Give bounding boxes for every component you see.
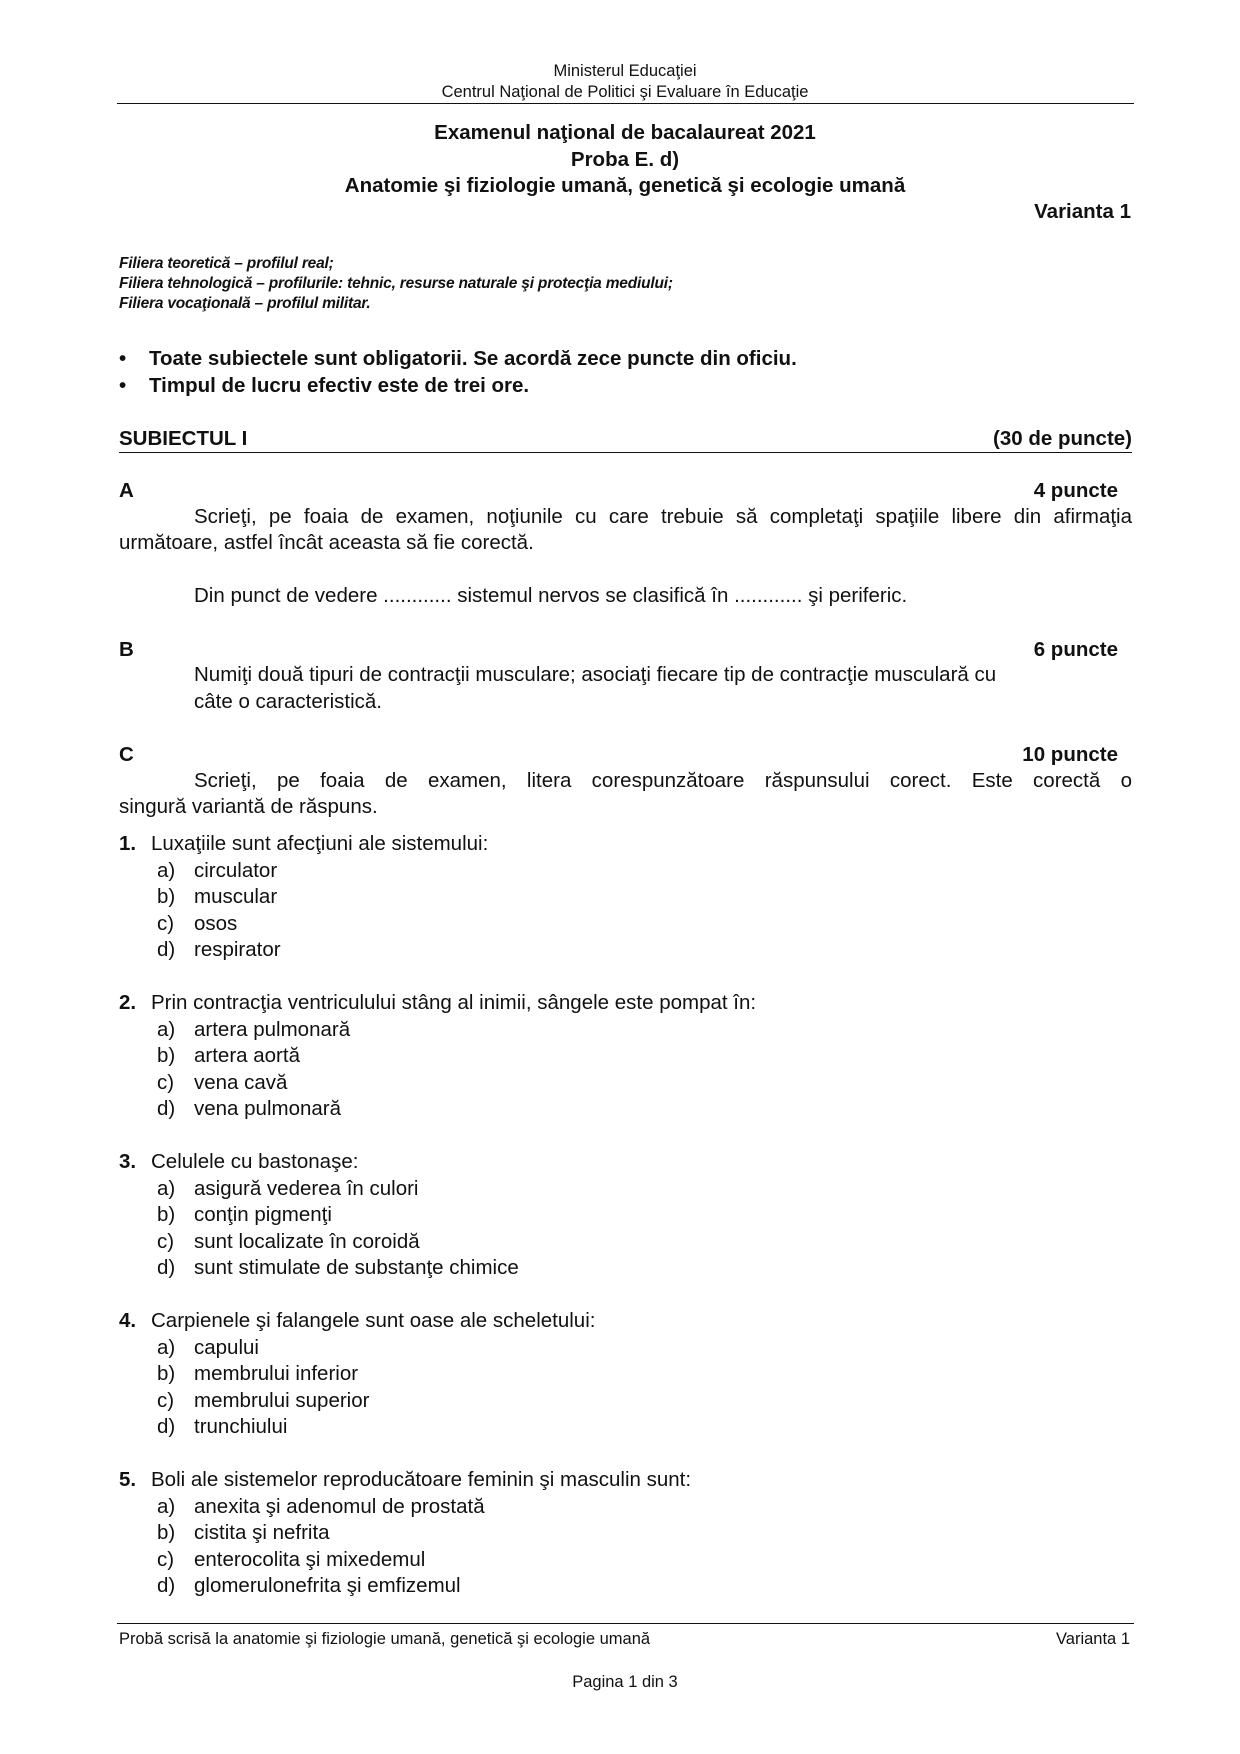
exam-title: Examenul naţional de bacalaureat 2021: [434, 121, 816, 144]
section-a-instruction: Scrieţi, pe foaia de examen, noţiunile cu care trebuie să completaţi spaţiile libere din afirmaţia: [194, 505, 1132, 528]
section-b-points: 6 puncte: [1033, 638, 1118, 661]
instruction-bullet: [119, 373, 529, 399]
exam-discipline: Anatomie şi fiziologie umană, genetică şi ecologie umană: [344, 174, 906, 197]
subject-heading: [119, 427, 1132, 453]
bullet-icon: •: [119, 374, 127, 397]
section-c-instruction-cont: singură variantă de răspuns.: [119, 795, 378, 818]
bullet-text: Timpul de lucru efectiv este de trei ore.: [149, 374, 530, 397]
question-number: 5.: [119, 1468, 137, 1491]
exam-page: Ministerul Educaţiei Centrul Naţional de Politici şi Evaluare în Educaţie Examenul naţional de bacalaureat 2021 Proba E. d) Anatomie şi fiziologie umană, genetică şi ecologie umană Varianta 1 Filiera teoretică – profilul real; Filiera tehnologică – profilurile: tehnic, resurse naturale şi protecţia mediului; Filiera vocaţională – profilul militar. • Toate subiectele sunt obligatorii. Se acordă zece puncte din oficiu. • Timpul de lucru efectiv este de trei ore. SUBIECTUL I (30 de puncte) A 4 puncte Scrieţi, pe foaia de examen, noţiunile cu care trebuie să completaţi spaţiile libere din afirmaţia următoare, astfel încât aceasta să fie corectă. Din punct de vedere ............ sistemul nervos se clasifică în ............ şi periferic. B 6 puncte Numiţi două tipuri de contracţii musculare; asociaţi fiecare tip de contracţie musculară cu câte o caracteristică. C 10 puncte Scrieţi, pe foaia de examen, litera corespunzătoare răspunsului corect. Este corectă o singură variantă de răspuns. 1. Luxaţiile sunt afecţiuni ale sistemului: a) circulator b) muscular c) osos d) respirator 2. Prin contracţia ventriculului stâng al inimii, sângele este pompat în: a) artera pulmonară b) artera aortă c) vena cavă d) vena pulmonară 3. Celulele cu bastonaşe: a) asigură vederea în culori b) conţin pigmenţi c) sunt localizate în coroidă d) sunt stimulate de substanţe chimice 4. Carpienele şi falangele sunt oase ale scheletului: a) capului b) membrului inferior c) membrului superior d) trunchiului 5. Boli ale sistemelor reproducătoare feminin şi masculin sunt: a) anexita şi adenomul de prostată b) cistita şi nefrita c) enterocolita şi mixedemul d) glomerulonefrita şi emfizemul Probă scrisă la anatomie şi fiziologie umană, genetică şi ecologie umană Varianta 1 Pagina 1 din 3: [119, 62, 1132, 1691]
section-c-letter: C: [119, 743, 134, 766]
section-a-points: 4 puncte: [1033, 479, 1118, 502]
question-number: 4.: [119, 1309, 137, 1332]
header-rule: [117, 103, 1134, 104]
question-number: 3.: [119, 1150, 137, 1173]
question-text: Prin contracţia ventriculului stâng al inimii, sângele este pompat în:: [151, 991, 757, 1014]
question-number: 2.: [119, 991, 137, 1014]
subject-points: (30 de puncte): [993, 427, 1132, 450]
footer-variant: Varianta 1: [1056, 1630, 1130, 1648]
question-text: Luxaţiile sunt afecţiuni ale sistemului:: [151, 832, 489, 855]
instruction-bullet: [119, 346, 797, 372]
bullet-icon: •: [119, 347, 127, 370]
section-b-text: Numiţi două tipuri de contracţii musculare; asociaţi fiecare tip de contracţie musculară cu: [194, 663, 997, 686]
ministry-name: Ministerul Educaţiei: [553, 62, 697, 80]
section-a-letter: A: [119, 479, 134, 502]
subject-label: SUBIECTUL I: [119, 427, 248, 450]
question-text: Celulele cu bastonaşe:: [151, 1150, 359, 1173]
section-a-statement: Din punct de vedere ............ sistemul nervos se clasifică în ............ şi periferic.: [194, 584, 908, 607]
section-c-instruction: Scrieţi, pe foaia de examen, litera corespunzătoare răspunsului corect. Este corectă o: [194, 769, 1132, 792]
filiera-line: Filiera teoretică – profilul real;: [119, 255, 334, 272]
section-a-instruction-cont: următoare, astfel încât aceasta să fie corectă.: [119, 531, 534, 554]
exam-subtitle: Proba E. d): [570, 148, 680, 171]
question-number: 1.: [119, 832, 137, 855]
center-name: Centrul Naţional de Politici şi Evaluare în Educaţie: [441, 83, 809, 101]
page-number: Pagina 1 din 3: [572, 1673, 678, 1691]
section-b-letter: B: [119, 638, 134, 661]
filiera-line: Filiera vocaţională – profilul militar.: [119, 295, 371, 312]
footer-rule: [117, 1623, 1134, 1624]
section-c-points: 10 puncte: [1022, 743, 1118, 766]
footer-title: Probă scrisă la anatomie şi fiziologie umană, genetică şi ecologie umană: [119, 1630, 651, 1648]
filiera-line: Filiera tehnologică – profilurile: tehnic, resurse naturale şi protecţia mediului;: [119, 275, 673, 292]
bullet-text: Toate subiectele sunt obligatorii. Se acordă zece puncte din oficiu.: [149, 347, 797, 370]
question-text: Boli ale sistemelor reproducătoare feminin şi masculin sunt:: [151, 1468, 692, 1491]
variant-label: Varianta 1: [1034, 200, 1131, 223]
question-text: Carpienele şi falangele sunt oase ale scheletului:: [151, 1309, 596, 1332]
section-b-text-cont: câte o caracteristică.: [194, 690, 382, 713]
